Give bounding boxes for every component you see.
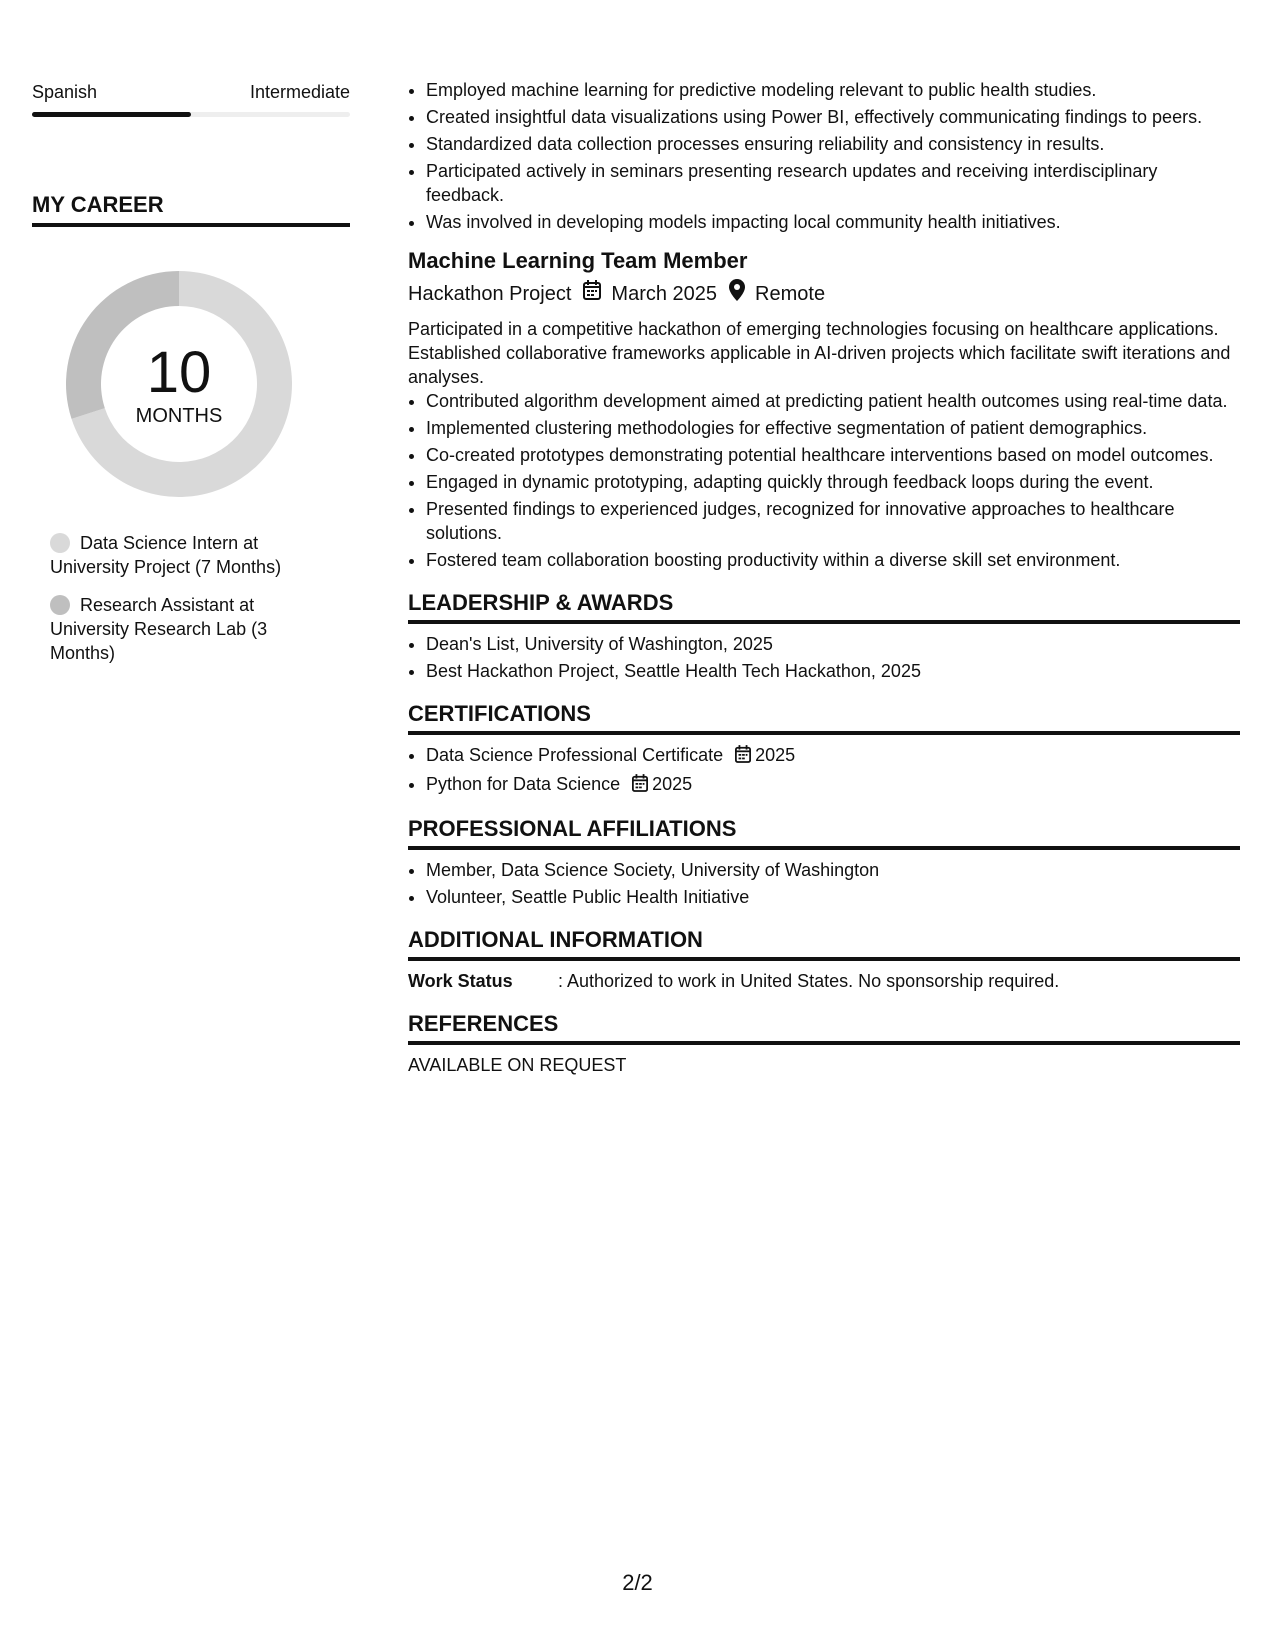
language-proficiency-fill [32,112,191,117]
certification-year: 2025 [755,745,796,765]
page-number: 2/2 [622,1570,653,1595]
leadership-section-title: LEADERSHIP & AWARDS [408,589,1240,624]
list-item: • Standardized data collection processes ensuring reliability and consistency in results. [426,132,1240,156]
career-section-title: MY CAREER [32,191,350,227]
list-item: • Presented findings to experienced judges, recognized for innovative approaches to healthcare solutions. [426,497,1240,545]
experience-bullets [408,78,1240,234]
certification-name: Python for Data Science [426,774,621,794]
references-section-title: REFERENCES [408,1010,1240,1045]
main-content [408,78,1240,1077]
list-item: • Employed machine learning for predictive modeling relevant to public health studies. [426,78,1240,102]
calendar-icon [632,774,648,798]
donut-total-value: 10 [146,340,212,405]
language-proficiency-bar [32,112,350,117]
donut-total-unit: MONTHS [135,405,223,427]
job-title: Machine Learning Team Member [408,248,748,273]
calendar-icon [583,280,601,308]
affiliations-section-title: PROFESSIONAL AFFILIATIONS [408,815,1240,850]
calendar-icon [735,745,751,769]
list-item: • Dean's List, University of Washington, 2025 [426,632,1240,656]
career-legend-label: Data Science Intern at University Project (7 Months) [50,533,282,577]
work-status-row [408,969,1240,993]
job-bullets [408,389,1240,572]
list-item: • Volunteer, Seattle Public Health Initiative [426,885,1240,909]
job-location: Remote [755,283,826,305]
certification-year: 2025 [652,774,693,794]
list-item [426,743,1240,769]
career-legend [50,531,330,665]
certifications-section-title: CERTIFICATIONS [408,700,1240,735]
references-text: AVAILABLE ON REQUEST [408,1055,627,1075]
list-item: • Was involved in developing models impacting local community health initiatives. [426,210,1240,234]
career-legend-item [50,593,330,665]
job-description: Participated in a competitive hackathon of emerging technologies focusing on healthcare applications. Established collaborative frameworks applicable in AI-driven projects which facilitate swift iterations and analyses. [408,319,1231,387]
additional-info-section-title: ADDITIONAL INFORMATION [408,926,1240,961]
list-item: • Co-created prototypes demonstrating potential healthcare interventions based on model outcomes. [426,443,1240,467]
certification-name: Data Science Professional Certificate [426,745,724,765]
affiliations-list [408,858,1240,909]
legend-dot [50,533,70,553]
list-item: • Member, Data Science Society, University of Washington [426,858,1240,882]
list-item: • Created insightful data visualizations using Power BI, effectively communicating findings to peers. [426,105,1240,129]
language-name: Spanish [32,82,98,102]
work-status-value: : Authorized to work in United States. No sponsorship required. [558,971,1060,991]
list-item: • Implemented clustering methodologies for effective segmentation of patient demographics. [426,416,1240,440]
job-date: March 2025 [611,283,718,305]
list-item: • Contributed algorithm development aimed at predicting patient health outcomes using real-time data. [426,389,1240,413]
certifications-list [408,743,1240,798]
work-status-label: Work Status [408,971,513,991]
sidebar [32,80,350,679]
language-level: Intermediate [249,82,350,102]
list-item: • Engaged in dynamic prototyping, adapting quickly through feedback loops during the event. [426,470,1240,494]
career-legend-item [50,531,330,579]
job-organization: Hackathon Project [408,283,572,305]
legend-dot [50,595,70,615]
language-row [32,80,350,104]
job-meta [408,279,1240,309]
leadership-list [408,632,1240,683]
list-item: • Best Hackathon Project, Seattle Health Tech Hackathon, 2025 [426,659,1240,683]
list-item: • Fostered team collaboration boosting productivity within a diverse skill set environment. [426,548,1240,572]
career-legend-label: Research Assistant at University Research Lab (3 Months) [50,595,268,663]
location-pin-icon [729,279,745,309]
list-item: • Participated actively in seminars presenting research updates and receiving interdisciplinary feedback. [426,159,1240,207]
list-item [426,772,1240,798]
career-donut-chart [66,271,292,497]
